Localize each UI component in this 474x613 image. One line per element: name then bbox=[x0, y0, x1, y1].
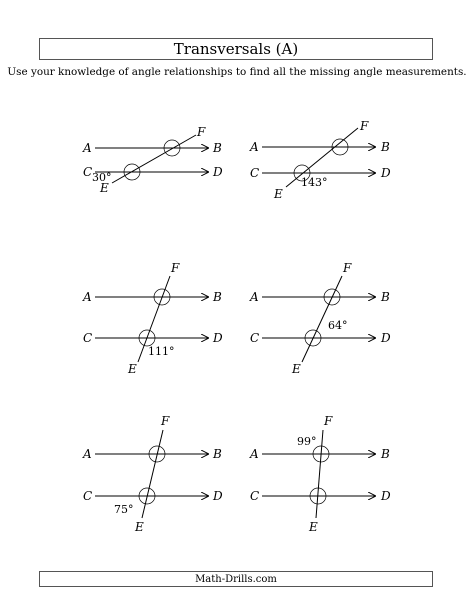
label-b: B bbox=[213, 447, 222, 461]
label-e: E bbox=[309, 520, 318, 534]
label-e: E bbox=[100, 181, 109, 195]
problem-1 bbox=[82, 125, 223, 195]
given-angle: 75° bbox=[114, 503, 134, 516]
label-e: E bbox=[274, 187, 283, 201]
given-angle: 111° bbox=[148, 345, 175, 358]
label-f: F bbox=[360, 119, 369, 133]
label-a: A bbox=[83, 141, 92, 155]
footer-text: Math-Drills.com bbox=[195, 573, 277, 585]
label-e: E bbox=[128, 362, 137, 376]
footer-box bbox=[39, 571, 433, 587]
label-d: D bbox=[381, 489, 391, 503]
label-e: E bbox=[292, 362, 301, 376]
label-b: B bbox=[381, 290, 390, 304]
problem-5 bbox=[82, 414, 223, 534]
given-angle: 99° bbox=[297, 435, 317, 448]
label-a: A bbox=[250, 447, 259, 461]
label-d: D bbox=[381, 331, 391, 345]
label-b: B bbox=[213, 141, 222, 155]
problem-6 bbox=[249, 414, 391, 534]
label-c: C bbox=[83, 165, 93, 179]
label-b: B bbox=[381, 447, 390, 461]
label-d: D bbox=[381, 166, 391, 180]
transversal-ef bbox=[316, 430, 323, 518]
label-d: D bbox=[213, 331, 223, 345]
label-a: A bbox=[250, 290, 259, 304]
problem-3 bbox=[82, 261, 223, 376]
given-angle: 143° bbox=[301, 176, 328, 189]
label-f: F bbox=[343, 261, 352, 275]
label-b: B bbox=[213, 290, 222, 304]
label-f: F bbox=[171, 261, 180, 275]
label-e: E bbox=[135, 520, 144, 534]
label-f: F bbox=[324, 414, 333, 428]
label-d: D bbox=[213, 489, 223, 503]
label-f: F bbox=[197, 125, 206, 139]
problem-2 bbox=[249, 119, 391, 201]
given-angle: 30° bbox=[92, 171, 112, 184]
label-a: A bbox=[83, 290, 92, 304]
label-a: A bbox=[250, 140, 259, 154]
worksheet-title: Transversals (A) bbox=[173, 40, 299, 58]
label-c: C bbox=[250, 331, 260, 345]
transversal-ef bbox=[142, 430, 163, 518]
label-f: F bbox=[161, 414, 170, 428]
label-d: D bbox=[213, 165, 223, 179]
label-c: C bbox=[83, 331, 93, 345]
label-c: C bbox=[250, 166, 260, 180]
label-c: C bbox=[250, 489, 260, 503]
instructions-text: Use your knowledge of angle relationships to find all the missing angle measurements. bbox=[7, 66, 467, 78]
problem-4 bbox=[249, 261, 391, 376]
label-c: C bbox=[83, 489, 93, 503]
label-a: A bbox=[83, 447, 92, 461]
label-b: B bbox=[381, 140, 390, 154]
given-angle: 64° bbox=[328, 319, 348, 332]
